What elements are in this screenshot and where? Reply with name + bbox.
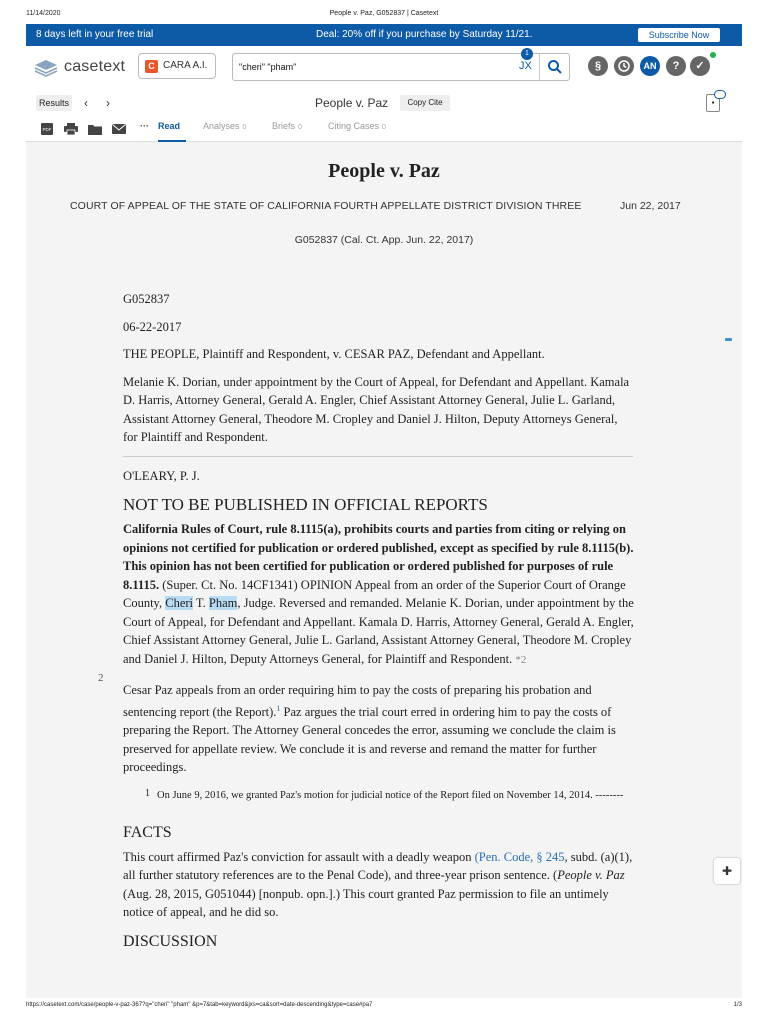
add-note-button[interactable]: ✚	[714, 858, 740, 884]
footnote	[123, 787, 635, 804]
statute-link[interactable]: (Pen. Code, § 245	[474, 849, 565, 864]
not-published-heading: NOT TO BE PUBLISHED IN OFFICIAL REPORTS	[123, 495, 488, 514]
tab-read[interactable]	[158, 121, 180, 131]
intro-paragraph	[123, 681, 635, 777]
comment-bubble-icon	[714, 90, 726, 99]
tab-briefs-label: Briefs	[272, 121, 296, 131]
help-icon[interactable]: ?	[666, 56, 686, 76]
logo-text: casetext	[64, 58, 126, 75]
facts-heading: FACTS	[123, 823, 172, 841]
user-avatar[interactable]: AN	[640, 56, 660, 76]
checkmark-icon[interactable]: ✓	[690, 56, 710, 76]
decision-date: Jun 22, 2017	[620, 200, 681, 212]
tab-citing-cases[interactable]	[328, 121, 386, 131]
deal-text: Deal: 20% off if you purchase by Saturday 11/21.	[316, 29, 533, 40]
facts-text-2: , subd. (a)(1), all further statutory references are to the Penal Code), and three-year prison sentence. (	[123, 849, 633, 883]
cara-icon: C	[145, 60, 158, 73]
cara-ai-button[interactable]	[138, 53, 216, 79]
parties: THE PEOPLE, Plaintiff and Respondent, v. CESAR PAZ, Defendant and Appellant.	[123, 347, 545, 361]
print-url: https://casetext.com/case/people-v-paz-367?q="cheri" "pham" &p=7&tab=keyword&jxs=ca&sort=date-descending&type=case#pa7	[26, 1002, 373, 1008]
page-marker: 2	[98, 672, 104, 684]
rule-text-1: (Super. Ct. No. 14CF1341) OPINION Appeal from an order of the Superior Court of Orange County,	[123, 577, 626, 610]
document-bar	[26, 92, 742, 116]
rule-paragraph	[123, 520, 635, 669]
print-icon[interactable]	[64, 123, 78, 135]
highlight-cheri[interactable]: Cheri	[165, 596, 194, 610]
facts-text-1: This court affirmed Paz's conviction for assault with a deadly weapon	[123, 849, 475, 864]
star-page-ref: *2	[515, 653, 527, 666]
filed-date: 06-22-2017	[123, 319, 182, 334]
docket-number: G052837	[123, 292, 170, 306]
rule-text-2: , Judge. Reversed and remanded. Melanie K. Dorian, under appointment by the Court of Appeal, for Defendant and Appellant. Kamala D. Harris, Attorney General, Gerald A. Engler, Chief Assistant Attorney General, Julie L. Garland, Assistant Attorney General, Theodore M. Cropley and Daniel J. Hilton, Deputy Attorneys General, for Plaintiff and Respondent.	[123, 596, 634, 666]
tab-analyses-count: 0	[242, 124, 247, 131]
jurisdiction-button[interactable]: JX	[519, 60, 532, 72]
case-italic-ref: People v. Paz	[557, 868, 625, 883]
search-input[interactable]	[239, 59, 499, 75]
intro-text-2: Paz argues the trial court erred in ordering him to pay the costs of preparing the Report. The Attorney General concedes the error, assuming we conclude the claim is preserved for appellate review. We conclude it is and reverse and remand the matter for further proceedings.	[123, 704, 616, 775]
statute-section-icon[interactable]: §	[588, 56, 608, 76]
case-title: People v. Paz	[328, 160, 440, 182]
previous-result-icon[interactable]: ‹	[84, 96, 88, 110]
search-divider	[539, 54, 540, 80]
tab-read-label: Read	[158, 121, 181, 131]
more-options-button[interactable]: ···	[140, 121, 149, 131]
document-toolbar	[26, 118, 742, 142]
print-date: 11/14/2020	[26, 10, 61, 17]
trial-banner	[26, 24, 742, 46]
cara-label: CARA A.I.	[163, 60, 208, 71]
section-divider	[123, 456, 633, 457]
counsel: Melanie K. Dorian, under appointment by the Court of Appeal, for Defendant and Appellant. Kamala D. Harris, Attorney General, Gerald A. Engler, Chief Assistant Attorney General, Julie L. Garland, Assistant Attorney General, Theodore M. Cropley and Daniel J. Hilton, Deputy Attorneys General, for Plaintiff and Respondent.	[123, 374, 630, 444]
tab-citing-count: 0	[382, 124, 386, 131]
history-icon[interactable]	[614, 56, 634, 76]
footnote-ref-link[interactable]: 1	[276, 703, 281, 713]
pdf-icon[interactable]	[40, 123, 54, 135]
document-notes-icon[interactable]: ▪	[706, 94, 720, 112]
svg-text:PDF: PDF	[42, 127, 52, 132]
search-icon[interactable]	[547, 59, 563, 75]
court-name: COURT OF APPEAL OF THE STATE OF CALIFORNIA FOURTH APPELLATE DISTRICT DIVISION THREE	[70, 200, 582, 212]
discussion-heading: DISCUSSION	[123, 932, 218, 950]
top-navigation	[26, 48, 742, 88]
rule-text-t: T.	[193, 596, 209, 610]
opinion-body	[123, 290, 635, 957]
print-page-number: 1/3	[733, 1002, 742, 1008]
results-button[interactable]: Results	[36, 95, 72, 111]
print-header	[26, 10, 742, 20]
subscribe-button[interactable]: Subscribe Now	[638, 28, 720, 42]
highlight-pham[interactable]: Pham	[208, 596, 238, 610]
judge: O'LEARY, P. J.	[123, 468, 200, 483]
intro-text-1: Cesar Paz appeals from an order requiring him to pay the costs of preparing his probation and sentencing report (the Report).	[123, 683, 592, 719]
jurisdiction-count-badge: 1	[521, 48, 533, 60]
facts-text-3: (Aug. 28, 2015, G051044) [nonpub. opn.].) This court granted Paz permission to file an untimely notice of appeal, and he did so.	[123, 886, 609, 920]
tab-analyses[interactable]	[203, 121, 246, 131]
copy-cite-button[interactable]: Copy Cite	[400, 95, 450, 111]
folder-icon[interactable]	[88, 123, 102, 135]
rule-bold-text: California Rules of Court, rule 8.1115(a), prohibits courts and parties from citing or relying on opinions not certified for publication or ordered published, except as specified by rule 8.1115(b). This opinion has not been certified for publication or ordered published for purposes of rule 8.1115.	[123, 522, 634, 592]
scroll-position-marker[interactable]	[725, 338, 732, 341]
facts-paragraph	[123, 848, 635, 922]
print-title: People v. Paz, G052837 | Casetext	[329, 10, 439, 17]
tab-citing-label: Citing Cases	[328, 121, 380, 131]
tab-briefs[interactable]	[272, 121, 302, 131]
footnote-text: On June 9, 2016, we granted Paz's motion for judicial notice of the Report filed on November 14, 2014. --------	[157, 789, 624, 801]
next-result-icon[interactable]: ›	[106, 96, 110, 110]
email-icon[interactable]	[112, 123, 126, 135]
case-citation: G052837 (Cal. Ct. App. Jun. 22, 2017)	[294, 234, 474, 246]
document-title: People v. Paz	[315, 96, 389, 110]
trial-days-text: 8 days left in your free trial	[36, 29, 154, 40]
footnote-number: 1	[145, 787, 150, 799]
search-bar	[232, 50, 570, 81]
print-footer	[26, 1002, 742, 1012]
tab-analyses-label: Analyses	[203, 121, 240, 131]
document-reader	[26, 142, 742, 998]
notification-dot	[710, 52, 716, 58]
logo-layers-icon	[34, 59, 58, 77]
tab-briefs-count: 0	[298, 124, 302, 131]
